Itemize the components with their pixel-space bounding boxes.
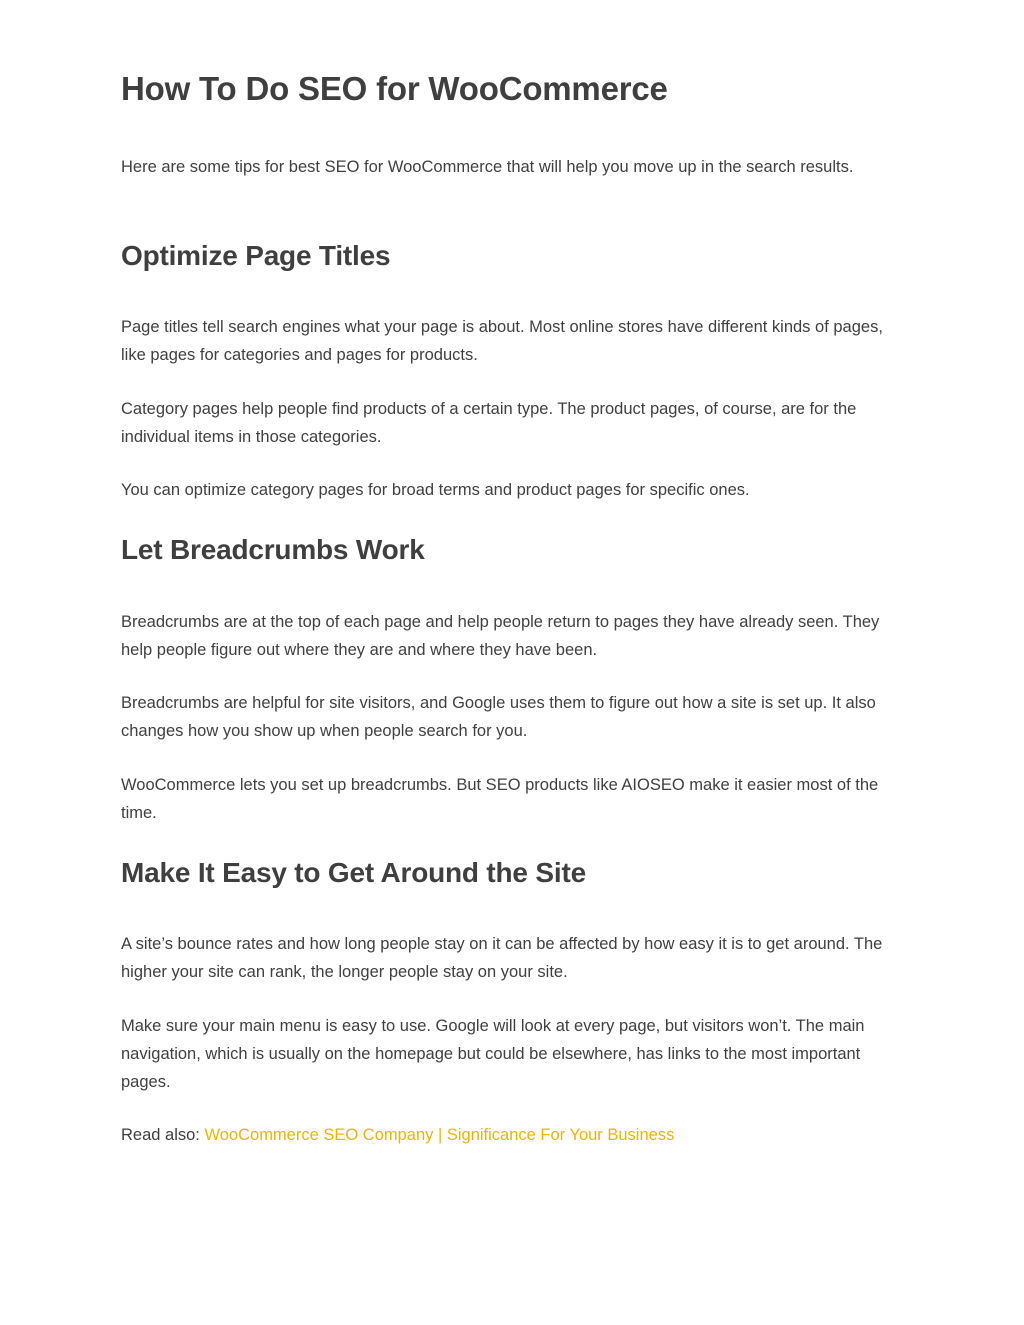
document-title: How To Do SEO for WooCommerce: [121, 70, 668, 107]
paragraph: Breadcrumbs are helpful for site visitors, and Google uses them to figure out how a site is set up. It also changes how you show up when people search for you.: [121, 694, 876, 740]
section-heading-easy-navigation: Make It Easy to Get Around the Site: [121, 857, 586, 888]
read-also-line: [121, 1121, 911, 1149]
read-also-link[interactable]: WooCommerce SEO Company | Significance For Your Business: [204, 1126, 675, 1144]
read-also-label: Read also:: [121, 1126, 205, 1144]
section-heading-let-breadcrumbs-work: Let Breadcrumbs Work: [121, 534, 425, 565]
paragraph: Make sure your main menu is easy to use. Google will look at every page, but visitors won’t. The main navigation, which is usually on the homepage but could be elsewhere, has links to the most important pages.: [121, 1017, 865, 1091]
paragraph: Page titles tell search engines what your page is about. Most online stores have different kinds of pages, like pages for categories and pages for products.: [121, 318, 883, 364]
intro-paragraph: Here are some tips for best SEO for WooCommerce that will help you move up in the search results.: [121, 158, 854, 176]
paragraph: WooCommerce lets you set up breadcrumbs. But SEO products like AIOSEO make it easier most of the time.: [121, 776, 879, 822]
paragraph: A site’s bounce rates and how long people stay on it can be affected by how easy it is to get around. The higher your site can rank, the longer people stay on your site.: [121, 935, 883, 981]
section-heading-optimize-page-titles: Optimize Page Titles: [121, 240, 391, 271]
paragraph: Breadcrumbs are at the top of each page and help people return to pages they have already seen. They help people figure out where they are and where they have been.: [121, 613, 880, 659]
paragraph: You can optimize category pages for broad terms and product pages for specific ones.: [121, 481, 750, 499]
paragraph: Category pages help people find products of a certain type. The product pages, of course, are for the individual items in those categories.: [121, 400, 857, 446]
